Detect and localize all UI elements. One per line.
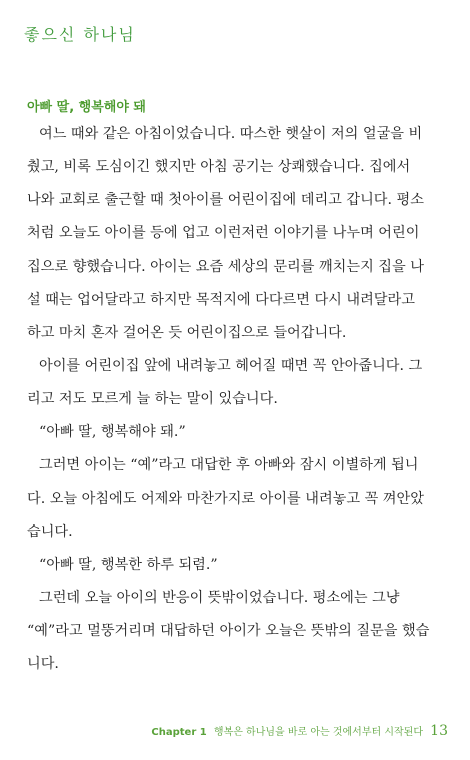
body-line: 췄고, 비록 도심이긴 했지만 아침 공기는 상쾌했습니다. 집에서 [27, 159, 411, 176]
dialogue-line: “아빠 딸, 행복해야 돼.” [39, 424, 186, 441]
footer-chapter-label: Chapter 1 [151, 727, 207, 738]
body-text [27, 118, 457, 681]
body-line: 여느 때와 같은 아침이었습니다. 따스한 햇살이 저의 얼굴을 비 [39, 126, 423, 142]
body-line: 다. 오늘 아침에도 어제와 마찬가지로 아이를 내려놓고 꼭 껴안았 [27, 490, 424, 507]
dialogue-line: “아빠 딸, 행복한 하루 되렴.” [39, 556, 218, 573]
footer-chapter-title: 행복은 하나님을 바로 아는 것에서부터 시작된다 [213, 727, 423, 738]
body-line: 집으로 향했습니다. 아이는 요즘 세상의 문리를 깨치는지 집을 나 [27, 258, 424, 275]
page-number: 13 [430, 723, 448, 739]
running-head-title: 좋으신 하나님 [24, 25, 136, 44]
body-line: 처럼 오늘도 아이를 등에 업고 이런저런 이야기를 나누며 어린이 [27, 225, 420, 242]
body-line: 그러면 아이는 “예”라고 대답한 후 아빠와 잠시 이별하게 됩니 [39, 457, 419, 474]
body-line: 니다. [27, 656, 59, 673]
section-title: 아빠 딸, 행복해야 돼 [27, 100, 146, 115]
body-line: 나와 교회로 출근할 때 첫아이를 어린이집에 데리고 갑니다. 평소 [27, 192, 424, 209]
body-line: 리고 저도 모르게 늘 하는 말이 있습니다. [27, 391, 278, 408]
body-line: “예”라고 멀뚱거리며 대답하던 아이가 오늘은 뜻밖의 질문을 했습 [27, 623, 430, 640]
body-line: 습니다. [27, 523, 73, 540]
body-line: 설 때는 업어달라고 하지만 목적지에 다다르면 다시 내려달라고 [27, 291, 415, 308]
page-footer [151, 723, 448, 739]
body-line: 그런데 오늘 아이의 반응이 뜻밖이었습니다. 평소에는 그냥 [39, 589, 400, 606]
body-line: 아이를 어린이집 앞에 내려놓고 헤어질 때면 꼭 안아줍니다. 그 [39, 357, 423, 374]
body-line: 하고 마치 혼자 걸어온 듯 어린이집으로 들어갑니다. [27, 324, 347, 341]
